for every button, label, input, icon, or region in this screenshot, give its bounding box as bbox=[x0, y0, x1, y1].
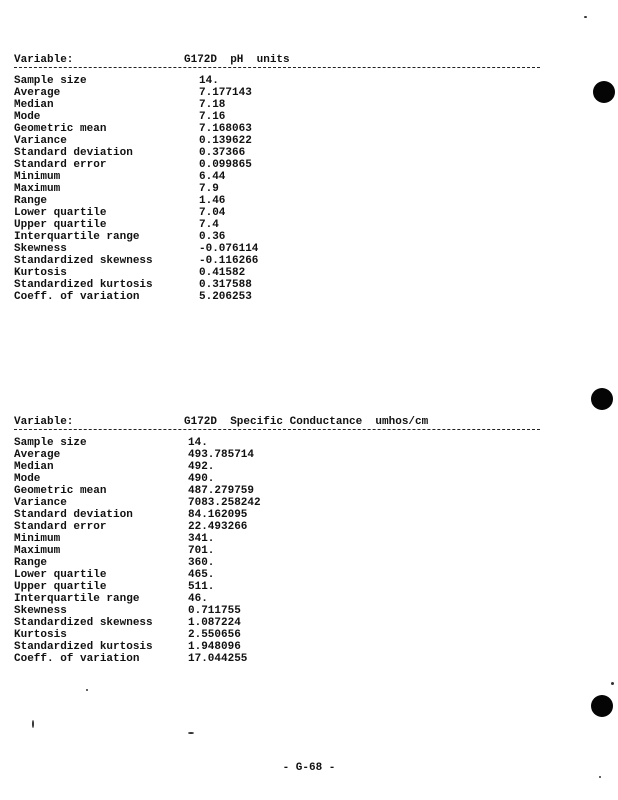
stat-row bbox=[14, 593, 544, 605]
stat-label: Upper quartile bbox=[14, 219, 107, 231]
stat-label: Skewness bbox=[14, 605, 67, 617]
stat-value: 0.099865 bbox=[199, 159, 252, 171]
stat-row bbox=[14, 147, 544, 159]
stats-block-ph bbox=[14, 53, 544, 303]
stat-label: Standard deviation bbox=[14, 147, 133, 159]
stat-value: 6.44 bbox=[199, 171, 226, 183]
stat-value: 0.36 bbox=[199, 231, 226, 243]
scan-speck bbox=[188, 732, 194, 734]
stat-row bbox=[14, 231, 544, 243]
scan-speck bbox=[611, 682, 614, 685]
stat-value: 7.4 bbox=[199, 219, 219, 231]
stat-value: 22.493266 bbox=[188, 521, 248, 533]
stat-label: Average bbox=[14, 87, 61, 99]
stat-row bbox=[14, 111, 544, 123]
stat-row bbox=[14, 291, 544, 303]
stat-row bbox=[14, 437, 544, 449]
stat-value: 14. bbox=[188, 437, 208, 449]
stat-value: 7.168063 bbox=[199, 123, 252, 135]
stat-row bbox=[14, 509, 544, 521]
stat-value: 0.711755 bbox=[188, 605, 241, 617]
stat-row bbox=[14, 123, 544, 135]
punch-hole-middle bbox=[591, 388, 613, 410]
stat-label: Standard deviation bbox=[14, 509, 133, 521]
stat-row bbox=[14, 207, 544, 219]
stat-label: Lower quartile bbox=[14, 207, 107, 219]
stat-row bbox=[14, 581, 544, 593]
variable-header bbox=[14, 415, 544, 429]
stat-label: Skewness bbox=[14, 243, 67, 255]
stat-row bbox=[14, 629, 544, 641]
stat-label: Sample size bbox=[14, 75, 87, 87]
stat-row bbox=[14, 641, 544, 653]
stat-row bbox=[14, 87, 544, 99]
dashed-divider bbox=[14, 67, 540, 68]
stat-row bbox=[14, 533, 544, 545]
stat-value: 1.087224 bbox=[188, 617, 241, 629]
stat-label: Lower quartile bbox=[14, 569, 107, 581]
stat-row bbox=[14, 255, 544, 267]
stat-label: Mode bbox=[14, 473, 41, 485]
stat-label: Interquartile range bbox=[14, 231, 140, 243]
stat-value: 0.37366 bbox=[199, 147, 246, 159]
page-number: - G-68 - bbox=[282, 762, 336, 774]
stat-value: 7.18 bbox=[199, 99, 226, 111]
stat-value: 7.177143 bbox=[199, 87, 252, 99]
stat-label: Coeff. of variation bbox=[14, 653, 140, 665]
variable-value: G172D pH units bbox=[184, 54, 290, 66]
variable-header bbox=[14, 53, 544, 67]
stat-value: 0.317588 bbox=[199, 279, 252, 291]
stat-value: 492. bbox=[188, 461, 215, 473]
stat-row bbox=[14, 605, 544, 617]
stat-value: 2.550656 bbox=[188, 629, 241, 641]
stat-label: Geometric mean bbox=[14, 485, 107, 497]
stat-row bbox=[14, 449, 544, 461]
stat-value: -0.116266 bbox=[199, 255, 259, 267]
stat-label: Kurtosis bbox=[14, 267, 67, 279]
scan-speck bbox=[599, 776, 601, 778]
stat-label: Standardized kurtosis bbox=[14, 641, 153, 653]
stat-row bbox=[14, 183, 544, 195]
stat-value: 5.206253 bbox=[199, 291, 252, 303]
stat-value: 511. bbox=[188, 581, 215, 593]
stat-label: Minimum bbox=[14, 171, 61, 183]
stat-label: Range bbox=[14, 557, 48, 569]
stat-label: Interquartile range bbox=[14, 593, 140, 605]
stat-label: Standard error bbox=[14, 159, 107, 171]
scan-speck bbox=[86, 689, 88, 691]
stat-row bbox=[14, 473, 544, 485]
stat-value: 0.41582 bbox=[199, 267, 246, 279]
stat-label: Standardized skewness bbox=[14, 255, 153, 267]
stat-label: Median bbox=[14, 99, 54, 111]
stat-row bbox=[14, 75, 544, 87]
stat-row bbox=[14, 653, 544, 665]
stat-value: 0.139622 bbox=[199, 135, 252, 147]
stat-label: Minimum bbox=[14, 533, 61, 545]
variable-label: Variable: bbox=[14, 54, 74, 66]
stat-label: Maximum bbox=[14, 183, 61, 195]
stats-block-specific-conductance bbox=[14, 415, 544, 665]
stat-value: 14. bbox=[199, 75, 219, 87]
stat-row bbox=[14, 557, 544, 569]
stat-value: 1.46 bbox=[199, 195, 226, 207]
stat-label: Mode bbox=[14, 111, 41, 123]
stat-row bbox=[14, 171, 544, 183]
stat-label: Average bbox=[14, 449, 61, 461]
scan-speck bbox=[32, 720, 34, 728]
stat-value: 341. bbox=[188, 533, 215, 545]
stat-row bbox=[14, 497, 544, 509]
stat-value: 17.044255 bbox=[188, 653, 248, 665]
stat-value: 7.9 bbox=[199, 183, 219, 195]
stat-label: Range bbox=[14, 195, 48, 207]
stat-value: -0.076114 bbox=[199, 243, 259, 255]
stat-row bbox=[14, 243, 544, 255]
stat-row bbox=[14, 617, 544, 629]
variable-label: Variable: bbox=[14, 416, 74, 428]
stat-value: 46. bbox=[188, 593, 208, 605]
stat-value: 7083.258242 bbox=[188, 497, 261, 509]
stat-value: 7.04 bbox=[199, 207, 226, 219]
stat-row bbox=[14, 267, 544, 279]
stat-label: Standardized skewness bbox=[14, 617, 153, 629]
stat-value: 490. bbox=[188, 473, 215, 485]
stat-row bbox=[14, 485, 544, 497]
stat-label: Standard error bbox=[14, 521, 107, 533]
punch-hole-top bbox=[593, 81, 615, 103]
stat-label: Variance bbox=[14, 497, 67, 509]
stat-label: Geometric mean bbox=[14, 123, 107, 135]
punch-hole-bottom bbox=[591, 695, 613, 717]
stat-list bbox=[14, 437, 544, 665]
stat-value: 360. bbox=[188, 557, 215, 569]
stat-label: Median bbox=[14, 461, 54, 473]
stat-row bbox=[14, 159, 544, 171]
stat-label: Variance bbox=[14, 135, 67, 147]
stat-label: Sample size bbox=[14, 437, 87, 449]
stat-value: 487.279759 bbox=[188, 485, 255, 497]
stat-value: 493.785714 bbox=[188, 449, 255, 461]
stat-row bbox=[14, 279, 544, 291]
stat-value: 1.948096 bbox=[188, 641, 241, 653]
dashed-divider bbox=[14, 429, 540, 430]
stat-value: 701. bbox=[188, 545, 215, 557]
stat-label: Upper quartile bbox=[14, 581, 107, 593]
stat-label: Kurtosis bbox=[14, 629, 67, 641]
stat-list bbox=[14, 75, 544, 303]
variable-value: G172D Specific Conductance umhos/cm bbox=[184, 416, 429, 428]
stat-row bbox=[14, 569, 544, 581]
stat-value: 465. bbox=[188, 569, 215, 581]
stat-row bbox=[14, 219, 544, 231]
stat-label: Standardized kurtosis bbox=[14, 279, 153, 291]
stat-value: 84.162095 bbox=[188, 509, 248, 521]
stat-row bbox=[14, 461, 544, 473]
stat-row bbox=[14, 545, 544, 557]
stat-label: Maximum bbox=[14, 545, 61, 557]
stat-row bbox=[14, 99, 544, 111]
stat-value: 7.16 bbox=[199, 111, 226, 123]
scan-speck bbox=[584, 16, 587, 18]
stat-row bbox=[14, 195, 544, 207]
stat-label: Coeff. of variation bbox=[14, 291, 140, 303]
stat-row bbox=[14, 135, 544, 147]
stat-row bbox=[14, 521, 544, 533]
